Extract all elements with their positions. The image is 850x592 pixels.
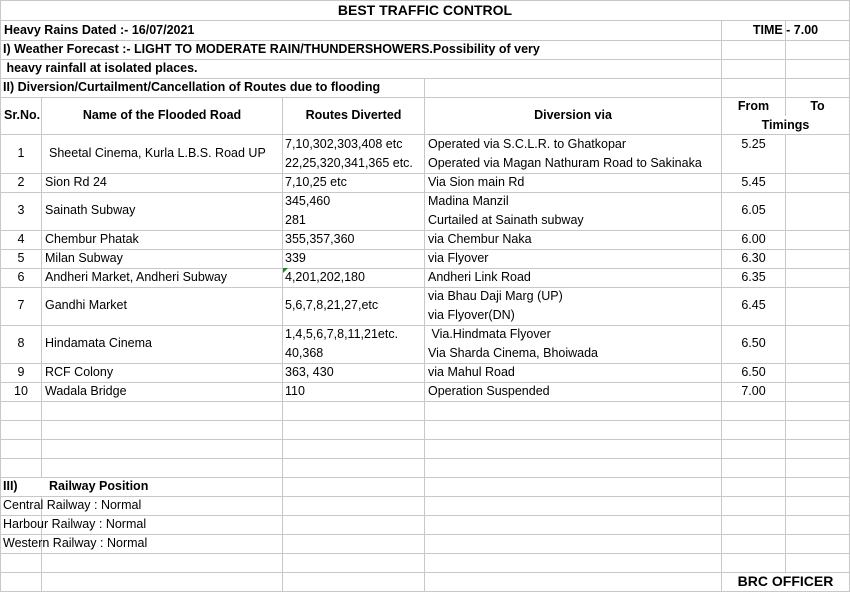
- row-5-routes-1: 339: [285, 251, 306, 265]
- grid-line: [0, 439, 850, 440]
- row-5-sr: 5: [17, 251, 25, 265]
- row-4-via-1: via Chembur Naka: [428, 232, 532, 246]
- row-9-sr: 9: [17, 365, 25, 379]
- row-3-via-2: Curtailed at Sainath subway: [428, 213, 584, 227]
- row-3-road: Sainath Subway: [45, 203, 136, 217]
- row-8-via-2: Via Sharda Cinema, Bhoiwada: [428, 346, 599, 360]
- row-8-road: Hindamata Cinema: [45, 336, 152, 350]
- row-5-via-1: via Flyover: [428, 251, 489, 265]
- col-header-timings: Timings: [761, 118, 810, 132]
- railway-section-title: Railway Position: [49, 479, 149, 493]
- col-header-road: Name of the Flooded Road: [82, 108, 242, 122]
- row-9-routes-1: 363, 430: [285, 365, 334, 379]
- row-1-road: Sheetal Cinema, Kurla L.B.S. Road UP: [49, 146, 266, 160]
- row-9-from: 6.50: [741, 365, 766, 379]
- row-3-routes-2: 281: [285, 213, 306, 227]
- row-6-routes-1: 4,201,202,180: [285, 270, 365, 284]
- row-2-via-1: Via Sion main Rd: [428, 175, 525, 189]
- row-1-routes-2: 22,25,320,341,365 etc.: [285, 156, 413, 170]
- row-9-via-1: via Mahul Road: [428, 365, 515, 379]
- row-2-from: 5.45: [741, 175, 766, 189]
- row-2-routes-1: 7,10,25 etc: [285, 175, 347, 189]
- time-label: TIME - 7.00: [752, 23, 819, 37]
- grid-line: [0, 458, 850, 459]
- harbour-railway-status: Harbour Railway : Normal: [3, 517, 147, 531]
- col-header-to: To: [810, 99, 825, 113]
- row-4-from: 6.00: [741, 232, 766, 246]
- grid-line: [424, 0, 425, 592]
- row-3-via-1: Madina Manzil: [428, 194, 509, 208]
- section2-title: II) Diversion/Curtailment/Cancellation of Routes due to flooding: [3, 80, 381, 94]
- row-4-road: Chembur Phatak: [45, 232, 139, 246]
- weather-line-2: heavy rainfall at isolated places.: [3, 61, 198, 75]
- col-header-srno: Sr.No.: [4, 108, 41, 122]
- row-8-routes-1: 1,4,5,6,7,8,11,21etc.: [285, 327, 399, 341]
- central-railway-status: Central Railway : Normal: [3, 498, 142, 512]
- row-4-routes-1: 355,357,360: [285, 232, 355, 246]
- row-6-via-1: Andheri Link Road: [428, 270, 531, 284]
- row-8-from: 6.50: [741, 336, 766, 350]
- row-1-via-2: Operated via Magan Nathuram Road to Sakinaka: [428, 156, 702, 170]
- row-1-via-1: Operated via S.C.L.R. to Ghatkopar: [428, 137, 627, 151]
- row-8-routes-2: 40,368: [285, 346, 324, 360]
- weather-line-1: I) Weather Forecast :- LIGHT TO MODERATE RAIN/THUNDERSHOWERS.Possibility of very: [3, 42, 540, 56]
- row-2-road: Sion Rd 24: [45, 175, 107, 189]
- railway-section-number: III): [3, 479, 18, 493]
- row-4-sr: 4: [17, 232, 25, 246]
- row-7-road: Gandhi Market: [45, 298, 127, 312]
- row-6-road: Andheri Market, Andheri Subway: [45, 270, 228, 284]
- row-8-via-1: Via.Hindmata Flyover: [428, 327, 551, 341]
- row-6-from: 6.35: [741, 270, 766, 284]
- signature-label: BRC OFFICER: [737, 573, 834, 589]
- grid-line: [785, 0, 786, 592]
- row-6-sr: 6: [17, 270, 25, 284]
- row-7-via-2: via Flyover(DN): [428, 308, 515, 322]
- row-1-from: 5.25: [741, 137, 766, 151]
- col-header-via: Diversion via: [534, 108, 612, 122]
- row-10-via-1: Operation Suspended: [428, 384, 550, 398]
- sheet-title: BEST TRAFFIC CONTROL: [337, 2, 513, 18]
- row-7-via-1: via Bhau Daji Marg (UP): [428, 289, 563, 303]
- row-7-routes-1: 5,6,7,8,21,27,etc: [285, 298, 379, 312]
- western-railway-status: Western Railway : Normal: [3, 536, 148, 550]
- grid-line: [0, 401, 850, 402]
- row-1-routes-1: 7,10,302,303,408 etc: [285, 137, 403, 151]
- col-header-from: From: [737, 99, 770, 113]
- row-10-road: Wadala Bridge: [45, 384, 127, 398]
- row-1-sr: 1: [17, 146, 25, 160]
- row-3-from: 6.05: [741, 203, 766, 217]
- row-10-from: 7.00: [741, 384, 766, 398]
- row-5-from: 6.30: [741, 251, 766, 265]
- row-9-road: RCF Colony: [45, 365, 114, 379]
- row-7-sr: 7: [17, 298, 25, 312]
- grid-line: [0, 553, 850, 554]
- row-10-routes-1: 110: [285, 384, 305, 398]
- row-2-sr: 2: [17, 175, 25, 189]
- row-10-sr: 10: [14, 384, 28, 398]
- col-header-routes: Routes Diverted: [305, 108, 402, 122]
- row-8-sr: 8: [17, 336, 25, 350]
- row-3-sr: 3: [17, 203, 25, 217]
- grid-line: [0, 420, 850, 421]
- row-3-routes-1: 345,460: [285, 194, 331, 208]
- row-7-from: 6.45: [741, 298, 766, 312]
- dated-label: Heavy Rains Dated :- 16/07/2021: [4, 23, 195, 37]
- row-5-road: Milan Subway: [45, 251, 123, 265]
